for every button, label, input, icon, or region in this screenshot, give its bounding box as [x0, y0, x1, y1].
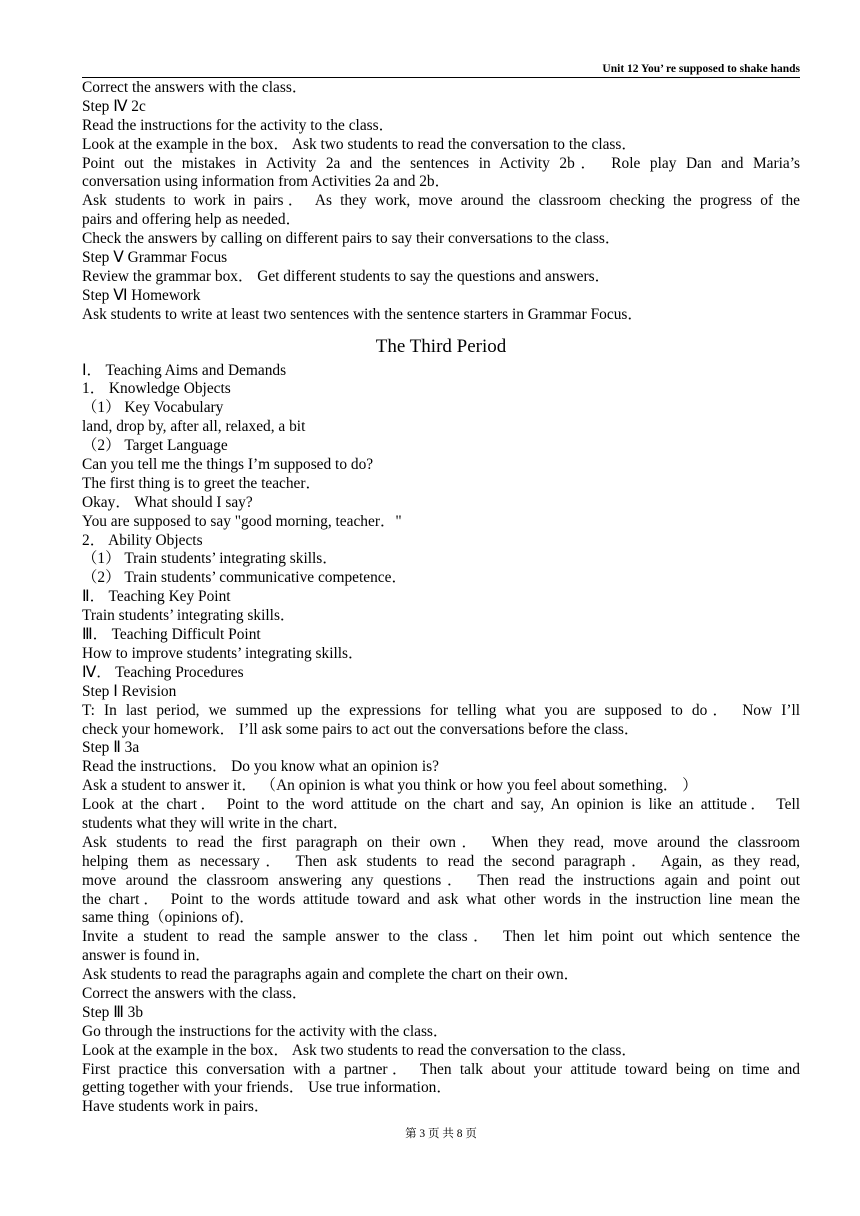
text-line: 2． Ability Objects — [82, 531, 203, 549]
text-line: Ask students to write at least two sentences with the sentence starters in Grammar Focus． — [82, 305, 643, 323]
text-line: （2） Target Language — [82, 437, 228, 455]
text-line: Ask students to read the paragraphs again and complete the chart on their own． — [82, 966, 580, 984]
section-title: The Third Period — [375, 335, 507, 357]
text-line: First practice this conversation with a partner． Then talk about your attitude toward being on time and — [82, 1060, 800, 1078]
text-line: pairs and offering help as needed． — [82, 211, 301, 229]
text-line: Step Ⅰ Revision — [82, 682, 177, 700]
text-line: Ⅰ． Teaching Aims and Demands — [82, 361, 287, 379]
text-line: Look at the chart． Point to the word attitude on the chart and say, An opinion is like an attitude． Tell — [82, 796, 800, 814]
text-line: （2） Train students’ communicative competence． — [82, 569, 407, 587]
text-line: Look at the example in the box． Ask two students to read the conversation to the class． — [82, 1041, 637, 1059]
text-line: Okay． What should I say? — [82, 493, 253, 511]
text-line: Go through the instructions for the activity with the class． — [82, 1022, 449, 1040]
page-number: 第 3 页 共 8 页 — [405, 1128, 477, 1140]
text-line: T: In last period, we summed up the expressions for telling what you are supposed to do． Now I’ll — [82, 701, 800, 719]
text-line: helping them as necessary． Then ask students to read the second paragraph． Again, as they read, — [82, 852, 800, 870]
text-line: move around the classroom answering any questions． Then read the instructions again and point out — [82, 871, 800, 889]
text-line: students what they will write in the chart． — [82, 814, 349, 832]
text-line: Ⅲ． Teaching Difficult Point — [82, 626, 261, 644]
text-line: You are supposed to say "good morning, teacher．" — [82, 512, 402, 530]
text-line: How to improve students’ integrating skills． — [82, 644, 364, 662]
text-line: Ask students to read the first paragraph on their own． When they read, move around the classroom — [82, 833, 800, 851]
text-line: 1． Knowledge Objects — [82, 380, 231, 398]
text-line: Correct the answers with the class． — [82, 984, 308, 1002]
text-line: the chart． Point to the words attitude toward and ask what other words in the instruction line mean the — [82, 890, 800, 908]
text-line: Can you tell me the things I’m supposed to do? — [82, 456, 374, 474]
text-line: Correct the answers with the class． — [82, 79, 308, 96]
text-line: Ⅳ． Teaching Procedures — [82, 663, 244, 681]
text-line: Train students’ integrating skills． — [82, 607, 296, 625]
text-line: Look at the example in the box． Ask two students to read the conversation to the class． — [82, 135, 637, 153]
text-line: Step Ⅱ 3a — [82, 739, 140, 757]
text-line: （1） Key Vocabulary — [82, 399, 224, 417]
text-line: Check the answers by calling on different pairs to say their conversations to the class． — [82, 230, 621, 248]
text-line: check your homework． I’ll ask some pairs to act out the conversations before the class． — [82, 720, 640, 738]
running-header: Unit 12 You’ re supposed to shake hands — [602, 63, 800, 75]
text-line: Step Ⅲ 3b — [82, 1003, 144, 1021]
text-line: conversation using information from Activities 2a and 2b． — [82, 173, 451, 191]
text-line: Read the instructions． Do you know what an opinion is? — [82, 758, 439, 776]
document-body — [82, 79, 800, 1117]
text-line: land, drop by, after all, relaxed, a bit — [82, 418, 306, 436]
text-line: Ask a student to answer it． （An opinion is what you think or how you feel about something． ） — [82, 777, 698, 795]
text-line: Review the grammar box． Get different students to say the questions and answers． — [82, 267, 611, 285]
text-line: The first thing is to greet the teacher． — [82, 474, 321, 492]
text-line: getting together with your friends． Use true information． — [82, 1079, 452, 1097]
header-rule — [82, 77, 800, 78]
text-line: Step Ⅳ 2c — [82, 97, 146, 115]
text-line: Invite a student to read the sample answer to the class． Then let him point out which sentence the — [82, 928, 800, 946]
text-line: same thing（opinions of)． — [82, 909, 255, 927]
text-line: Point out the mistakes in Activity 2a and the sentences in Activity 2b． Role play Dan and Maria’s — [82, 154, 800, 172]
text-line: Step Ⅵ Homework — [82, 286, 201, 304]
text-line: Step Ⅴ Grammar Focus — [82, 249, 228, 267]
text-line: （1） Train students’ integrating skills． — [82, 550, 338, 568]
text-line: Have students work in pairs． — [82, 1098, 270, 1116]
text-line: answer is found in． — [82, 947, 211, 965]
text-line: Read the instructions for the activity to the class． — [82, 116, 395, 134]
text-line: Ask students to work in pairs． As they work, move around the classroom checking the progress of the — [82, 192, 800, 210]
text-line: Ⅱ． Teaching Key Point — [82, 588, 231, 606]
